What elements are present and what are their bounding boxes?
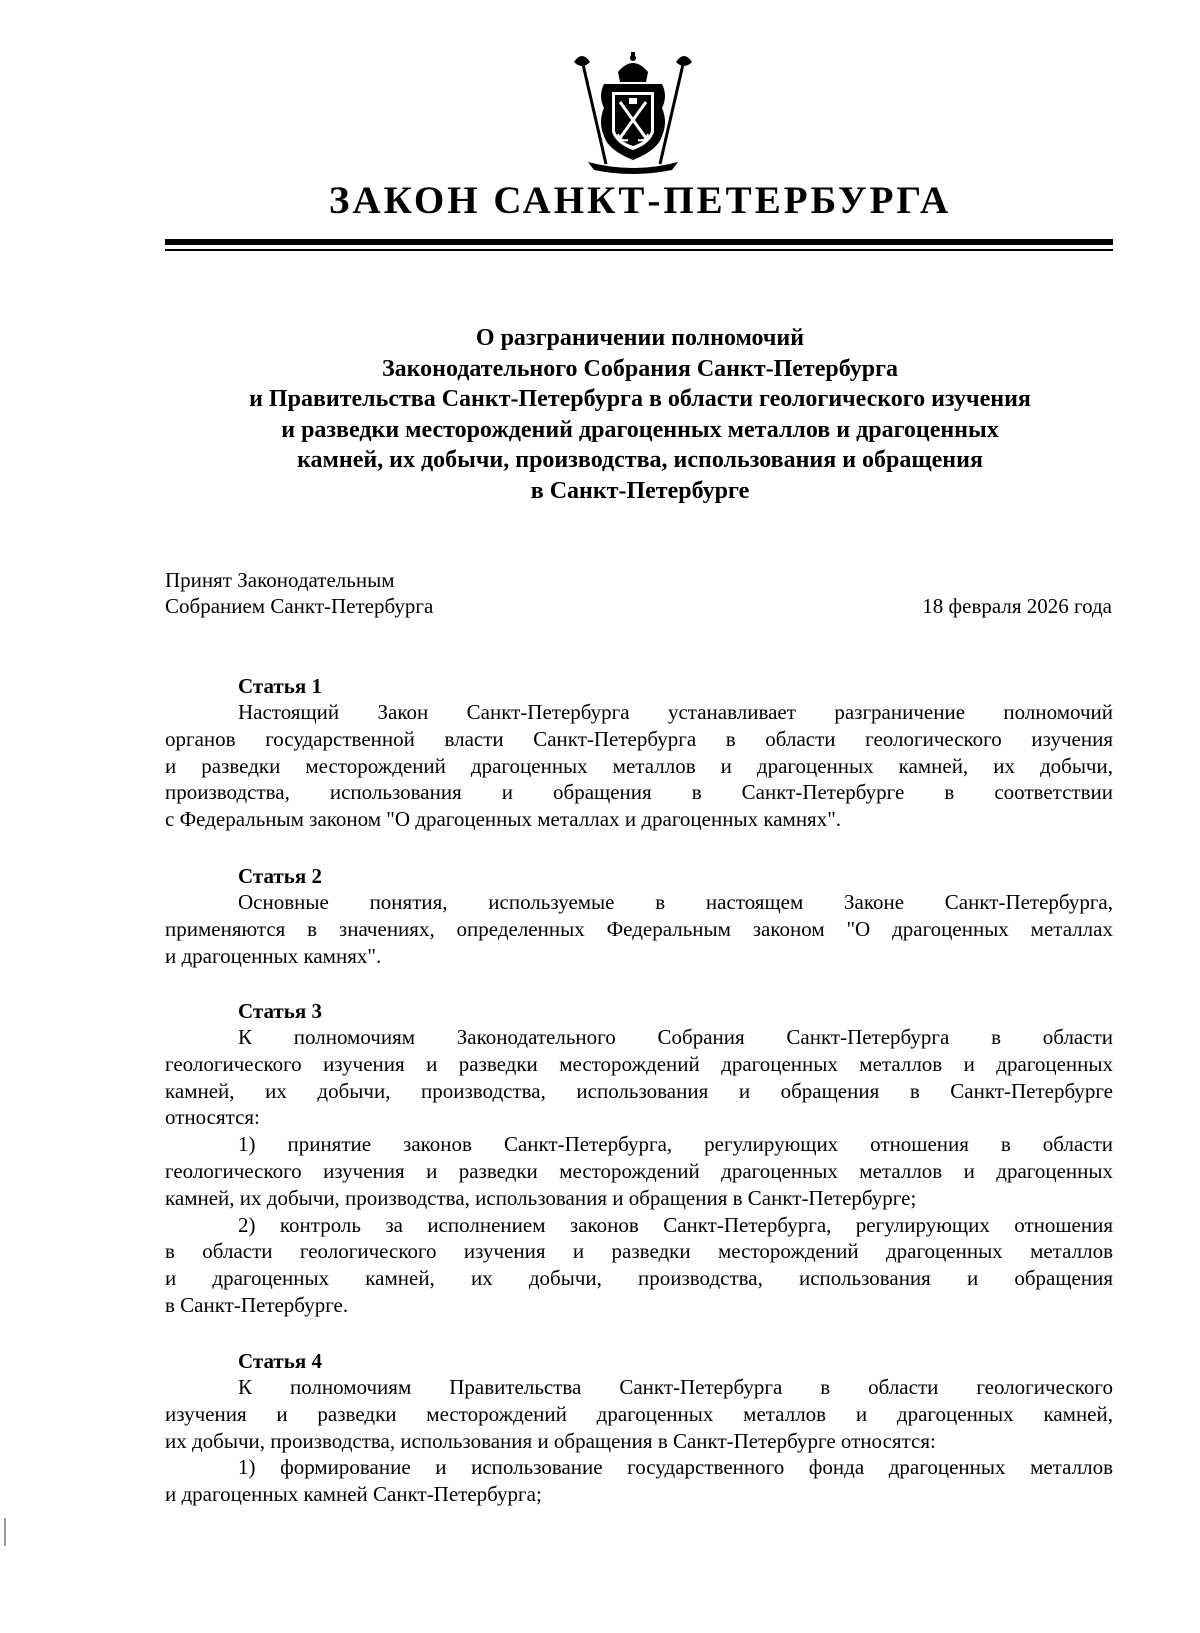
article-1-text: [165, 699, 1113, 833]
text-line: изучения и разведки месторождений драгоценных металлов и драгоценных камней,: [165, 1401, 1113, 1426]
article-2-heading: Статья 2: [238, 864, 322, 888]
text-line: и драгоценных камнях".: [165, 943, 382, 968]
text-line: геологического изучения и разведки месторождений драгоценных металлов и драгоценных: [165, 1051, 1113, 1076]
article-3-text: [165, 1024, 1113, 1319]
text-line: органов государственной власти Санкт-Петербурга в области геологического изучения: [165, 726, 1113, 751]
subject-line: и Правительства Санкт-Петербурга в области геологического изучения: [249, 386, 1031, 413]
text-line: и драгоценных камней Санкт-Петербурга;: [165, 1482, 542, 1507]
scan-edge-mark: [4, 1518, 6, 1546]
title-rule-thin: [165, 249, 1113, 251]
article-4-text: [165, 1374, 1113, 1508]
subject-line: камней, их добычи, производства, использования и обращения: [297, 447, 983, 474]
text-line: Настоящий Закон Санкт-Петербурга устанавливает разграничение полномочий: [238, 700, 1113, 724]
text-line: 1) принятие законов Санкт-Петербурга, регулирующих отношения в области: [238, 1132, 1113, 1157]
subject-line: и разведки месторождений драгоценных металлов и драгоценных: [281, 416, 999, 443]
title-rule-thick: [165, 239, 1113, 245]
subject-line: О разграничении полномочий: [475, 325, 805, 351]
text-line: 2) контроль за исполнением законов Санкт-Петербурга, регулирующих отношения: [238, 1212, 1113, 1237]
text-line: и драгоценных камней, их добычи, производства, использования и обращения: [165, 1266, 1113, 1291]
text-line: в области геологического изучения и разведки месторождений драгоценных металлов: [165, 1239, 1113, 1264]
law-title: ЗАКОН САНКТ-ПЕТЕРБУРГА: [328, 179, 952, 222]
law-subject: [160, 323, 1120, 507]
article-4-heading: Статья 4: [238, 1349, 322, 1373]
subject-line: Законодательного Собрания Санкт-Петербурга: [381, 355, 899, 382]
article-3-heading: Статья 3: [238, 999, 322, 1023]
text-line: и разведки месторождений драгоценных металлов и драгоценных камней, их добычи,: [165, 753, 1113, 778]
text-line: с Федеральным законом "О драгоценных металлах и драгоценных камнях".: [165, 807, 842, 832]
text-line: относятся:: [165, 1105, 260, 1130]
text-line: производства, использования и обращения в Санкт-Петербурге в соответствии: [165, 780, 1113, 805]
adoption-info: [165, 567, 433, 619]
text-line: камней, их добычи, производства, использования и обращения в Санкт-Петербурге;: [165, 1185, 917, 1210]
text-line: камней, их добычи, производства, использования и обращения в Санкт-Петербурге: [165, 1078, 1113, 1103]
adoption-date: 18 февраля 2026 года: [922, 594, 1112, 618]
article-2-text: [165, 889, 1113, 969]
text-line: применяются в значениях, определенных Федеральным законом "О драгоценных металлах: [165, 916, 1113, 941]
text-line: их добычи, производства, использования и обращения в Санкт-Петербурге относятся:: [165, 1428, 936, 1453]
article-1-heading: Статья 1: [238, 674, 322, 698]
text-line: в Санкт-Петербурге.: [165, 1292, 349, 1317]
saint-petersburg-coat-of-arms-icon: [568, 52, 698, 174]
text-line: К полномочиям Законодательного Собрания Санкт-Петербурга в области: [238, 1025, 1113, 1049]
subject-line: в Санкт-Петербурге: [530, 477, 750, 504]
text-line: 1) формирование и использование государственного фонда драгоценных металлов: [238, 1455, 1113, 1480]
text-line: Основные понятия, используемые в настоящем Законе Санкт-Петербурга,: [238, 890, 1113, 914]
adoption-line: Собранием Санкт-Петербурга: [165, 594, 434, 618]
text-line: геологического изучения и разведки месторождений драгоценных металлов и драгоценных: [165, 1158, 1113, 1183]
adoption-line: Принят Законодательным: [165, 568, 395, 592]
text-line: К полномочиям Правительства Санкт-Петербурга в области геологического: [238, 1375, 1113, 1399]
